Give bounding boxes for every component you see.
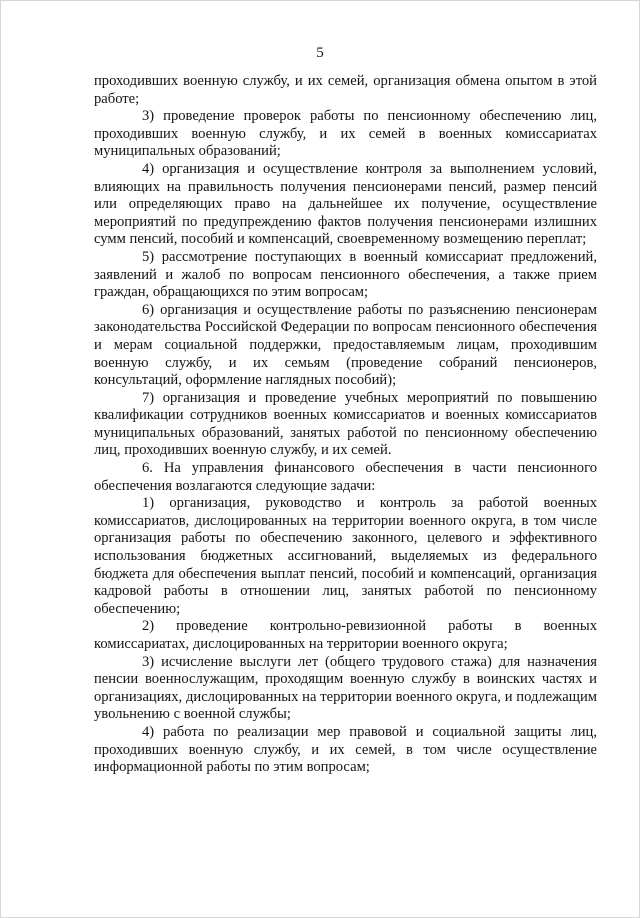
page-number: 5 xyxy=(316,45,324,61)
section-6-heading: 6. На управления финансового обеспечения в части пенсионного обеспечения возлагаются следующие задачи: xyxy=(94,460,597,494)
paragraph-task-1: 1) организация, руководство и контроль за работой военных комиссариатов, дислоцированных на территории военного округа, в том числе организация работы по обеспечению законного, целевого и эффективного использования бюджетных ассигнований, выделяемых из федерального бюджета для обеспечения выплат пенсий, пособий и компенсаций, организация кадровой работы в отношении лиц, занятых работой по пенсионному обеспечению; xyxy=(94,495,597,617)
paragraph-item-4: 4) организация и осуществление контроля за выполнением условий, влияющих на правильность получения пенсионерами пенсий, размер пенсий или определяющих право на дальнейшее их получение, осуществление мероприятий по предупреждению фактов получения пенсионерами излишних сумм пенсий, пособий и компенсаций, своевременному возмещению переплат; xyxy=(94,160,597,248)
paragraph-task-4: 4) работа по реализации мер правовой и социальной защиты лиц, проходивших военную службу, и их семей, в том числе осуществление информационной работы по этим вопросам; xyxy=(94,723,597,776)
paragraph-item-3: 3) проведение проверок работы по пенсионному обеспечению лиц, проходивших военную службу, и их семей в военных комиссариатах муниципальных образований; xyxy=(94,108,597,160)
paragraph-continuation: проходивших военную службу, и их семей, организация обмена опытом в этой работе; xyxy=(94,73,597,107)
paragraph-item-6: 6) организация и осуществление работы по разъяснению пенсионерам законодательства Российской Федерации по вопросам пенсионного обеспечения и мерам социальной поддержки, предоставляемым лицам, проходившим военную службу, и их семьям (проведение собраний пенсионеров, консультаций, оформление наглядных пособий); xyxy=(94,301,597,389)
paragraph-task-3: 3) исчисление выслуги лет (общего трудового стажа) для назначения пенсии военнослужащим, проходящим военную службу в воинских частях и организациях, дислоцированных на территории военного округа, и подлежащим увольнению с военной службы; xyxy=(94,653,597,723)
paragraph-item-7: 7) организация и проведение учебных мероприятий по повышению квалификации сотрудников военных комиссариатов и военных комиссариатов муниципальных образований, занятых работой по пенсионному обеспечению лиц, проходивших военную службу, и их семей. xyxy=(94,389,597,459)
paragraph-task-2: 2) проведение контрольно-ревизионной работы в военных комиссариатах, дислоцированных на территории военного округа; xyxy=(94,618,597,652)
paragraph-item-5: 5) рассмотрение поступающих в военный комиссариат предложений, заявлений и жалоб по вопросам пенсионного обеспечения, а также прием граждан, обращающихся по этим вопросам; xyxy=(94,248,597,301)
document-body xyxy=(94,73,597,777)
